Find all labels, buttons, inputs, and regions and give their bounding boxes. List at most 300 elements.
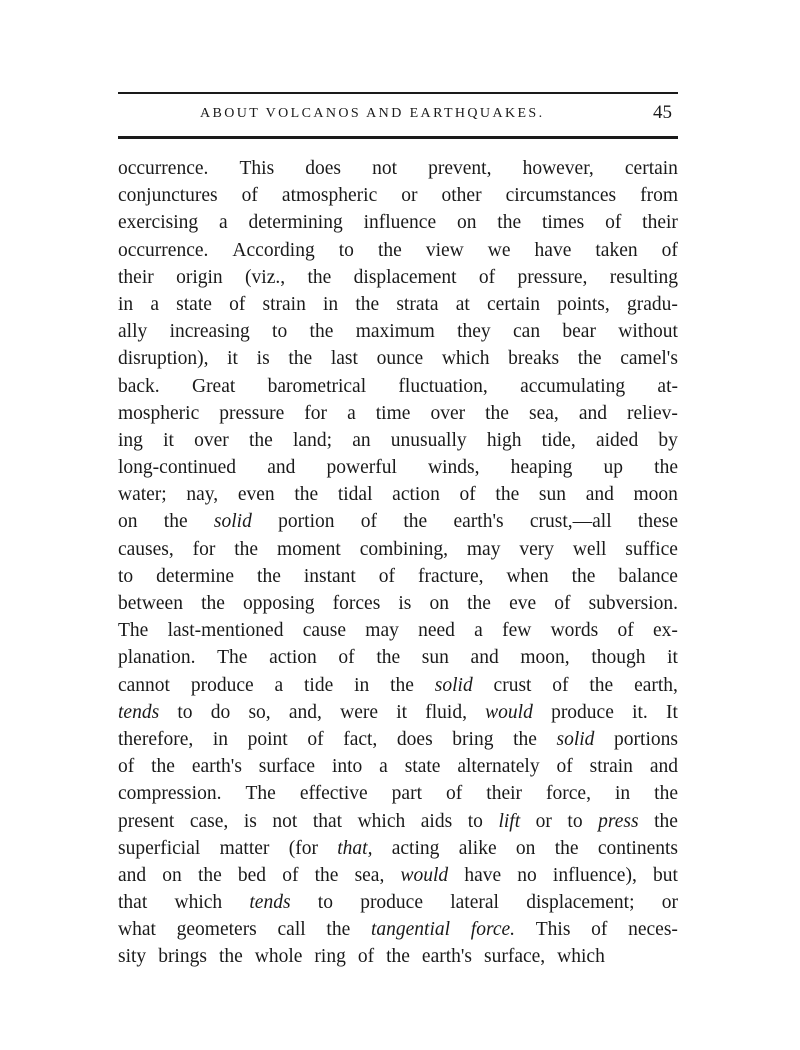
word: fluid, (425, 701, 467, 723)
word: back. (118, 375, 160, 397)
word: need (418, 620, 455, 642)
word: for (304, 402, 328, 424)
word: the (257, 565, 281, 587)
word: view (425, 239, 464, 261)
body-line (118, 182, 678, 209)
word: ing (118, 429, 143, 451)
word: heaping (510, 457, 573, 479)
word: words (550, 620, 599, 642)
word: at (455, 293, 470, 315)
word: by (658, 429, 678, 451)
word: sea, (529, 402, 559, 424)
body-line (118, 699, 678, 726)
word: moon (633, 484, 678, 506)
word: sun (538, 484, 567, 506)
word: have (534, 239, 572, 261)
word: it. (632, 701, 648, 723)
word: lateral (450, 892, 499, 914)
word: of (357, 946, 375, 968)
word: though (591, 647, 646, 669)
word: is (243, 810, 257, 832)
word: lift (498, 810, 521, 832)
word: it (227, 348, 238, 370)
word: force, (546, 783, 591, 805)
word: the (403, 511, 428, 533)
word: compression. (118, 783, 222, 805)
word: that (118, 892, 148, 914)
word: moon, (520, 647, 570, 669)
word: high (486, 429, 522, 451)
word: not (372, 158, 398, 179)
word: the (386, 946, 410, 968)
body-line (118, 508, 678, 535)
word: without (618, 321, 678, 343)
word: produce (551, 701, 614, 723)
page-number: 45 (653, 102, 672, 123)
body-line (118, 536, 678, 563)
word: solid (213, 511, 252, 533)
word: land; (293, 429, 332, 451)
word: their (486, 783, 523, 805)
word: The (118, 620, 149, 642)
word: the (294, 484, 319, 506)
word: displacement; (526, 892, 635, 914)
word: geometers (176, 919, 257, 941)
word: ally (118, 321, 148, 343)
word: present (118, 810, 175, 832)
word: few (502, 620, 532, 642)
word: portion (278, 511, 335, 533)
word: certain (624, 158, 678, 179)
word: of (338, 647, 355, 669)
word: camel's (620, 348, 678, 370)
word: when (506, 565, 549, 587)
word: The (245, 783, 276, 805)
body-line (118, 237, 678, 264)
word: sun (421, 647, 449, 669)
word: and (267, 457, 296, 479)
word: to (567, 810, 583, 832)
body-line (118, 835, 678, 862)
word: may (365, 620, 399, 642)
header-rule-bottom (118, 136, 678, 139)
word: forces (332, 593, 381, 614)
word: fact, (343, 728, 378, 750)
body-line (118, 563, 678, 590)
word: does (396, 728, 433, 750)
body-line (118, 481, 678, 508)
word: at- (657, 375, 678, 397)
word: in (354, 674, 370, 696)
word: conjunctures (118, 185, 218, 207)
word: the (218, 946, 243, 968)
word: surface (258, 756, 316, 778)
word: so, (248, 701, 271, 723)
word: in (323, 293, 339, 315)
word: (for (288, 837, 318, 859)
word: on (429, 593, 450, 614)
word: and (578, 402, 607, 424)
word: up (603, 457, 624, 479)
word: for (192, 538, 216, 560)
word: influence), (552, 864, 637, 886)
word: last (330, 348, 358, 370)
word: and (585, 484, 614, 506)
word: press (598, 810, 639, 832)
word: long-continued (118, 457, 237, 479)
word: their (118, 266, 154, 288)
word: winds, (428, 457, 480, 479)
word: increasing (169, 321, 250, 343)
word: of (591, 919, 608, 941)
word: a (274, 674, 284, 696)
word: tide, (541, 429, 576, 451)
word: of (617, 620, 634, 642)
word: that, (337, 837, 373, 859)
word: which (441, 348, 490, 370)
word: or (535, 810, 552, 832)
word: which (557, 946, 605, 968)
body-line (118, 264, 678, 291)
word: strain (589, 756, 633, 778)
word: these (637, 511, 678, 533)
word: This (535, 919, 571, 941)
word: occurrence. (118, 158, 209, 179)
word: the (376, 647, 401, 669)
word: of (552, 674, 569, 696)
body-text (118, 155, 678, 971)
word: time (375, 402, 411, 424)
word: barometrical (267, 375, 367, 397)
body-line (118, 373, 678, 400)
word: have (464, 864, 502, 886)
word: bring (452, 728, 494, 750)
word: of (118, 756, 135, 778)
word: is (256, 348, 270, 370)
word: to (317, 892, 333, 914)
word: maximum (355, 321, 435, 343)
word: cause (302, 620, 347, 642)
word: crust (493, 674, 532, 696)
word: they (457, 321, 491, 343)
word: breaks (508, 348, 560, 370)
word: exercising (118, 212, 199, 234)
body-line (118, 753, 678, 780)
word: an (352, 429, 371, 451)
word: of (229, 293, 246, 315)
word: the (654, 810, 678, 832)
word: a (150, 293, 159, 315)
word: strain (262, 293, 306, 315)
word: of (446, 783, 463, 805)
word: were (340, 701, 378, 723)
word: it (667, 647, 678, 669)
word: and (118, 864, 147, 886)
word: superficial (118, 837, 201, 859)
word: certain (487, 293, 541, 315)
word: the (654, 457, 678, 479)
word: force. (470, 919, 515, 941)
header-rule-top (118, 92, 678, 94)
word: of (605, 212, 622, 234)
word: it (163, 429, 174, 451)
body-line (118, 590, 678, 617)
body-line (118, 644, 678, 671)
word: we (487, 239, 511, 261)
word: to (272, 321, 288, 343)
word: surface, (484, 946, 546, 968)
word: call (277, 919, 306, 941)
running-head (118, 104, 678, 128)
word: pressure, (517, 266, 588, 288)
running-title: ABOUT VOLCANOS AND EARTHQUAKES. (200, 106, 545, 121)
word: over (430, 402, 466, 424)
word: which (174, 892, 223, 914)
word: other (441, 185, 482, 207)
word: therefore, (118, 728, 194, 750)
word: last-mentioned (167, 620, 284, 642)
word: strata (396, 293, 439, 315)
word: unusually (390, 429, 467, 451)
word: of (554, 593, 571, 614)
word: of (459, 484, 476, 506)
word: bear (562, 321, 596, 343)
word: continents (597, 837, 678, 859)
word: The (217, 647, 248, 669)
word: the (377, 239, 402, 261)
word: combining, (359, 538, 449, 560)
word: in (212, 728, 229, 750)
word: the (201, 593, 225, 614)
word: pressure (219, 402, 285, 424)
body-line (118, 862, 678, 889)
word: which (357, 810, 406, 832)
word: sity (118, 946, 147, 968)
word: earth's (453, 511, 504, 533)
body-line (118, 318, 678, 345)
body-line (118, 889, 678, 916)
word: the (234, 538, 259, 560)
word: point (247, 728, 288, 750)
word: no (517, 864, 537, 886)
word: produce (190, 674, 254, 696)
word: of (307, 728, 324, 750)
word: determining (248, 212, 343, 234)
word: and, (288, 701, 322, 723)
word: part (391, 783, 422, 805)
word: do (210, 701, 231, 723)
word: the (571, 565, 596, 587)
word: This (239, 158, 275, 179)
word: prevent, (428, 158, 492, 179)
word: the (309, 321, 334, 343)
word: is (398, 593, 412, 614)
word: on (456, 212, 477, 234)
word: in (614, 783, 631, 805)
word: in (118, 293, 134, 315)
word: influence (363, 212, 437, 234)
word: a (379, 756, 388, 778)
word: suffice (625, 538, 678, 560)
word: the (307, 266, 332, 288)
body-line (118, 617, 678, 644)
word: accumulating (520, 375, 626, 397)
word: to (177, 701, 193, 723)
word: ounce (376, 348, 424, 370)
word: the (577, 348, 602, 370)
word: even (237, 484, 275, 506)
word: acting (391, 837, 440, 859)
word: It (666, 701, 678, 723)
word: powerful (326, 457, 397, 479)
body-line (118, 427, 678, 454)
word: planation. (118, 647, 196, 669)
word: the (326, 919, 351, 941)
body-line (118, 943, 678, 970)
word: may (466, 538, 501, 560)
word: to (118, 565, 134, 587)
word: the (390, 674, 414, 696)
word: of (661, 239, 678, 261)
word: of (360, 511, 378, 533)
word: cannot (118, 674, 170, 696)
word: aids (420, 810, 453, 832)
word: According (232, 239, 315, 261)
word: fracture, (417, 565, 484, 587)
word: that (312, 810, 343, 832)
word: disruption), (118, 348, 209, 370)
word: bed (237, 864, 267, 886)
word: circumstances (505, 185, 617, 207)
word: neces- (628, 919, 678, 941)
word: over (194, 429, 229, 451)
word: can (513, 321, 541, 343)
body-line (118, 454, 678, 481)
word: a (218, 212, 228, 234)
word: earth's (421, 946, 472, 968)
word: and (470, 647, 499, 669)
word: determine (156, 565, 235, 587)
word: on (162, 864, 182, 886)
word: water; (118, 484, 167, 506)
word: on (515, 837, 536, 859)
word: very (519, 538, 554, 560)
word: the (513, 728, 537, 750)
word: solid (556, 728, 595, 750)
word: a (474, 620, 483, 642)
word: into (331, 756, 363, 778)
word: to (338, 239, 354, 261)
word: and (649, 756, 678, 778)
word: but (652, 864, 678, 886)
word: opposing (243, 593, 315, 614)
word: the (497, 212, 522, 234)
word: alike (458, 837, 497, 859)
word: tide (303, 674, 334, 696)
word: ex- (652, 620, 678, 642)
word: the (163, 511, 188, 533)
word: does (305, 158, 341, 179)
word: or (661, 892, 678, 914)
word: points, (557, 293, 610, 315)
word: the (355, 293, 380, 315)
word: the (467, 593, 491, 614)
word: the (485, 402, 509, 424)
word: of (282, 864, 299, 886)
word: alternately (457, 756, 540, 778)
word: the (589, 674, 614, 696)
word: would (400, 864, 449, 886)
word: the (151, 756, 175, 778)
word: the (314, 864, 339, 886)
body-line (118, 291, 678, 318)
word: the (288, 348, 313, 370)
word: to (467, 810, 483, 832)
word: however, (522, 158, 594, 179)
word: matter (219, 837, 270, 859)
word: sea, (354, 864, 385, 886)
word: of (556, 756, 573, 778)
word: aided (595, 429, 639, 451)
word: reliev- (627, 402, 678, 424)
word: state (176, 293, 212, 315)
word: not (272, 810, 298, 832)
word: tidal (337, 484, 373, 506)
word: it (396, 701, 408, 723)
body-line (118, 155, 678, 182)
word: tangential (370, 919, 451, 941)
word: action (269, 647, 317, 669)
word: resulting (609, 266, 678, 288)
word: of (378, 565, 396, 587)
word: occurrence. (118, 239, 209, 261)
word: earth, (634, 674, 678, 696)
word: crust,—all (529, 511, 612, 533)
word: the (554, 837, 579, 859)
word: taken (595, 239, 638, 261)
word: instant (303, 565, 356, 587)
word: the (495, 484, 520, 506)
body-line (118, 916, 678, 943)
word: a (347, 402, 356, 424)
word: atmospheric (281, 185, 378, 207)
word: case, (189, 810, 229, 832)
word: whole (254, 946, 303, 968)
word: produce (360, 892, 423, 914)
word: tends (249, 892, 291, 914)
word: or (401, 185, 418, 207)
word: from (640, 185, 678, 207)
body-line (118, 726, 678, 753)
word: ring (314, 946, 346, 968)
body-line (118, 209, 678, 236)
word: state (404, 756, 441, 778)
word: nay, (186, 484, 219, 506)
word: gradu- (626, 293, 678, 315)
word: what (118, 919, 156, 941)
word: the (654, 783, 678, 805)
word: balance (618, 565, 678, 587)
word: eve (509, 593, 537, 614)
word: fluctuation, (398, 375, 488, 397)
word: action (392, 484, 440, 506)
word: times (541, 212, 585, 234)
word: effective (299, 783, 368, 805)
body-line (118, 672, 678, 699)
word: (viz., (245, 266, 286, 288)
word: causes, (118, 538, 174, 560)
word: portions (614, 728, 678, 750)
